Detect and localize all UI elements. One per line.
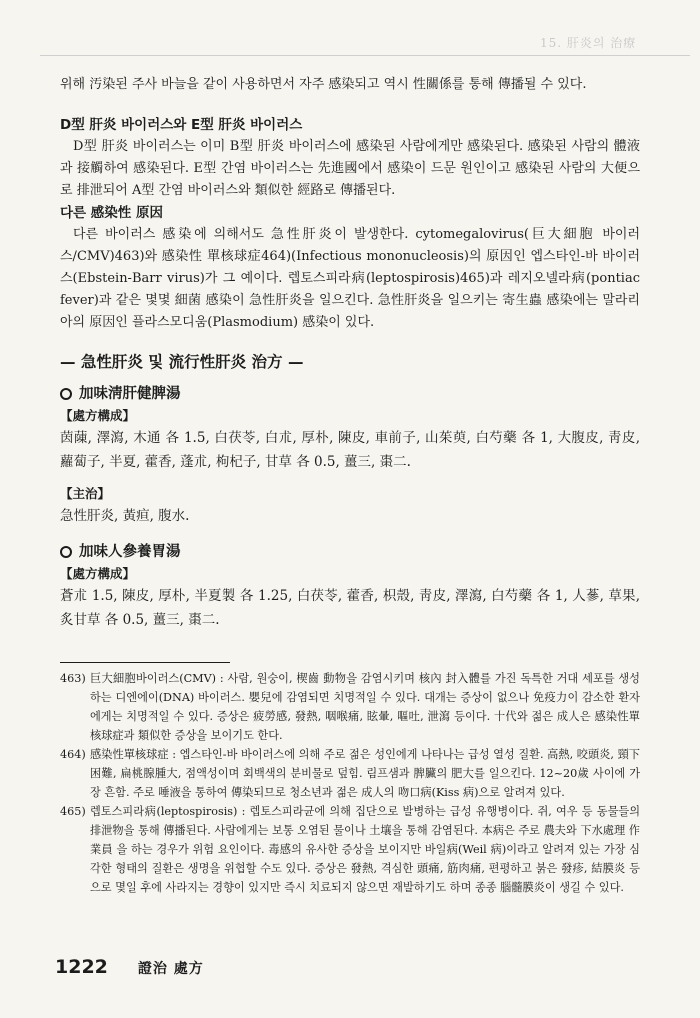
header-rule (40, 55, 690, 56)
footnote-number: 463) (60, 672, 86, 685)
prescription-2-title (60, 540, 640, 564)
running-head: 15. 肝炎의 治療 (540, 36, 637, 50)
page-number: 1222 (55, 956, 108, 978)
hollow-circle-icon (60, 388, 72, 400)
footnote-text: 巨大細胞바이러스(CMV) : 사람, 원숭이, 楔齒 動物을 감염시키며 核內 封入體를 가진 독특한 거대 세포를 생성하는 디엔에이(DNA) 바이러스. 嬰兒에 감염되면 치명적일 수 있다. 대개는 증상이 없으나 免疫力이 감소한 환자에게는 치명적일 수 있다. 증상은 疲勞感, 發熱, 咽喉痛, 眩暈, 嘔吐, 泄瀉 등이다. 十代와 젊은 成人은 感染性單核球症과 類似한 증상을 보이기도 한다. (90, 672, 640, 742)
heading-hepatitis-d-e: D型 肝炎 바이러스와 E型 肝炎 바이러스 (60, 117, 303, 133)
prescription-1-title (60, 382, 640, 406)
heading-other-causes: 다른 感染性 原因 (60, 205, 163, 221)
prescription-1-composition-label: 【處方構成】 (60, 408, 136, 423)
prescription-1-composition: 茵蔯, 澤瀉, 木通 各 1.5, 白茯苓, 白朮, 厚朴, 陳皮, 車前子, 山茱萸, 白芍藥 各 1, 大腹皮, 靑皮, 蘿蔔子, 半夏, 藿香, 蓬朮, 枸杞子, 甘草 各 0.5, 薑三, 棗二. (60, 430, 640, 470)
main-content (60, 74, 640, 897)
footnote-text: 感染性單核球症 : 엡스타인-바 바이러스에 의해 주로 젊은 성인에게 나타나는 급성 열성 질환. 高熱, 咬頭炎, 頸下困難, 扁桃腺腫大, 점액성이며 회백색의 분비물로 덮힘. 림프샘과 脾臟의 肥大를 일으킨다. 12~20歲 사이에 가장 흔함. 주로 唾液을 통하여 傳染되므로 청소년과 젊은 成人의 吻口病(Kiss 病)으로 알려져 있다. (90, 748, 640, 799)
footnote-number: 464) (60, 748, 86, 761)
footnote-464 (60, 745, 640, 802)
prescription-2-name: 加味人參養胃湯 (79, 544, 181, 560)
prescription-2-composition: 蒼朮 1.5, 陳皮, 厚朴, 半夏製 各 1.25, 白茯苓, 藿香, 枳殼, 靑皮, 澤瀉, 白芍藥 各 1, 人蔘, 草果, 炙甘草 各 0.5, 薑三, 棗二. (60, 588, 640, 628)
prescription-1-name: 加味淸肝健脾湯 (79, 386, 181, 402)
hollow-circle-icon (60, 546, 72, 558)
footnote-text: 렙토스피라病(leptospirosis) : 렙토스피라균에 의해 집단으로 발병하는 급성 유행병이다. 쥐, 여우 등 동물들의 排泄物을 통해 傳播된다. 사람에게는 보통 오염된 물이나 土壤을 통해 감염된다. 本病은 주로 農夫와 下水處理 作業員 을 하는 경우가 위험 요인이다. 毒感의 유사한 증상을 보이지만 바일病(Weil 病)이라고 알려져 있는 가장 심각한 형태의 질환은 생명을 위협할 수도 있다. 증상은 發熱, 격심한 頭痛, 筋肉痛, 편평하고 붉은 發疹, 結膜炎 등으로 몇일 후에 사라지는 경향이 있지만 즉시 치료되지 않으면 재발하기도 하며 종종 腦髓膜炎이 생길 수 있다. (90, 805, 640, 894)
intro-paragraph: 위해 汚染된 주사 바늘을 같이 사용하면서 자주 感染되고 역시 性關係를 통해 傳播될 수 있다. (60, 77, 587, 92)
prescription-1-indication-label: 【主治】 (60, 486, 111, 501)
paragraph-other-causes: 다른 바이러스 感染에 의해서도 急性肝炎이 발생한다. cytomegalovirus(巨大細胞 바이러스/CMV)463)와 感染性 單核球症464)(Infectious mononucleosis)의 原因인 엡스타인-바 바이러스(Ebstein-Barr virus)가 그 예이다. 렙토스피라病(leptospirosis)465)과 레지오넬라病(pontiac fever)과 같은 몇몇 細菌 感染이 急性肝炎을 일으킨다. 急性肝炎을 일으키는 寄生蟲 感染에는 말라리아의 原因인 플라스모디움(Plasmodium) 感染이 있다. (60, 227, 640, 330)
footnote-463 (60, 669, 640, 745)
prescription-1-indication: 急性肝炎, 黃疸, 腹水. (60, 508, 190, 524)
treatment-section-title: — 急性肝炎 및 流行性肝炎 治方 — (60, 353, 304, 371)
page-footer (55, 956, 204, 978)
paragraph-hepatitis-d-e: D型 肝炎 바이러스는 이미 B型 肝炎 바이러스에 感染된 사람에게만 感染된다. 感染된 사람의 體液과 接觸하여 感染된다. E型 간염 바이러스는 先進國에서 感染이 드문 원인이고 感染된 사람의 大便으로 排泄되어 A型 간염 바이러스와 類似한 經路로 傳播된다. (60, 139, 640, 198)
book-title: 證治 處方 (137, 961, 204, 977)
footnote-number: 465) (60, 805, 86, 818)
footnote-465 (60, 802, 640, 897)
prescription-2-composition-label: 【處方構成】 (60, 566, 136, 581)
